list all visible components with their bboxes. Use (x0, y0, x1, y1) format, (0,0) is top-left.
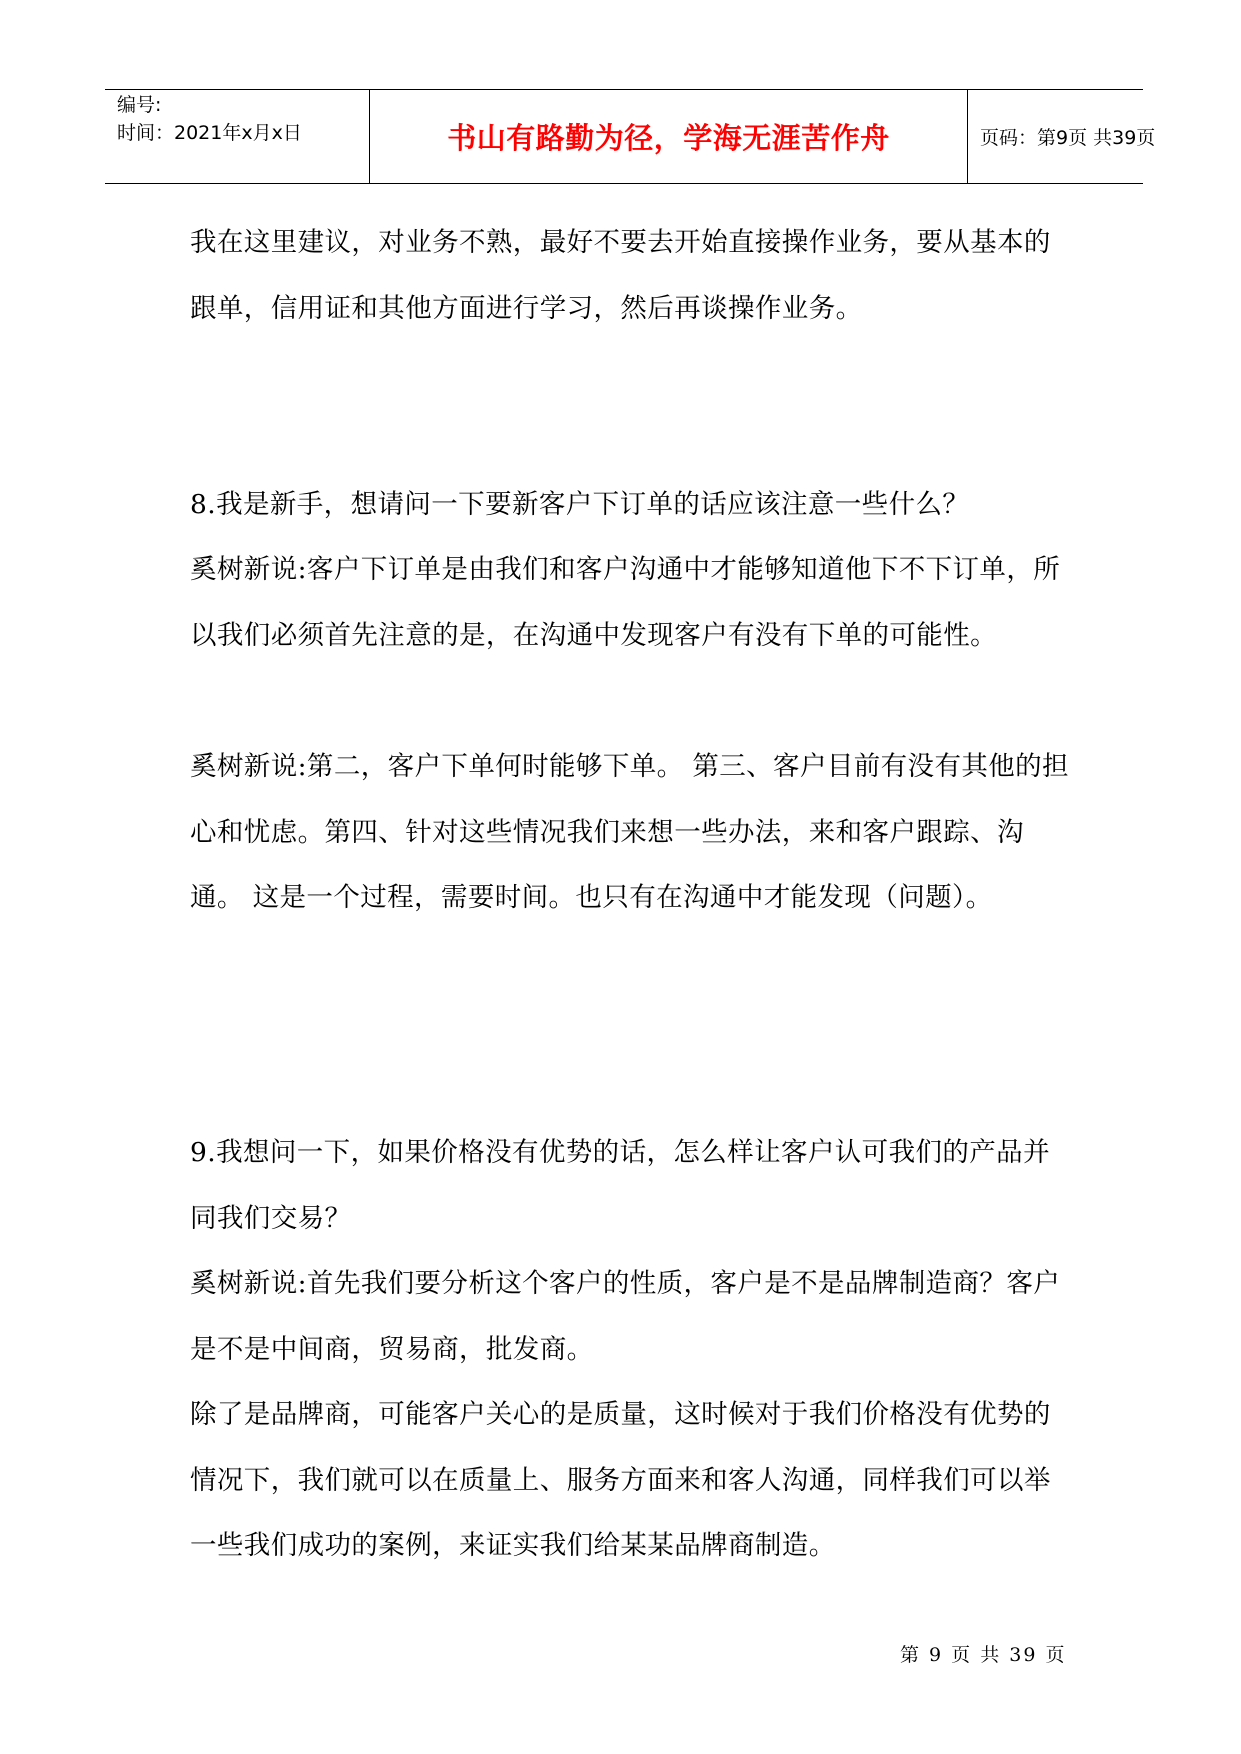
answer-8-part-2: 奚树新说:第二，客户下单何时能够下单。 第三、客户目前有没有其他的担心和忧虑。第四、针对这些情况我们来想一些办法，来和客户跟踪、沟通。 这是一个过程，需要时间。也只有在沟通中才能发现（问题）。 (190, 751, 1069, 913)
document-number-label: 编号: (117, 94, 162, 116)
answer-8-part-1: 奚树新说:客户下订单是由我们和客户沟通中才能够知道他下不下订单，所以我们必须首先注意的是，在沟通中发现客户有没有下单的可能性。 (190, 554, 1061, 651)
document-time-label: 时间：2021年x月x日 (117, 122, 302, 144)
question-9: 9.我想问一下，如果价格没有优势的话，怎么样让客户认可我们的产品并同我们交易？ (190, 1137, 1050, 1234)
question-8: 8.我是新手，想请问一下要新客户下订单的话应该注意一些什么？ (190, 489, 970, 520)
header-page-info: 页码：第9页 共39页 (980, 127, 1156, 149)
document-header (105, 89, 1156, 184)
paragraph-advice: 我在这里建议，对业务不熟，最好不要去开始直接操作业务，要从基本的跟单，信用证和其他方面进行学习，然后再谈操作业务。 (190, 227, 1051, 324)
header-meta-cell (105, 90, 370, 183)
answer-9-part-1: 奚树新说:首先我们要分析这个客户的性质，客户是不是品牌制造商？客户是不是中间商，贸易商，批发商。 (190, 1268, 1061, 1365)
page-footer: 第 9 页 共 39 页 (900, 1644, 1067, 1666)
header-motto: 书山有路勤为径，学海无涯苦作舟 (447, 121, 890, 155)
header-motto-cell (370, 90, 968, 183)
answer-9-part-2: 除了是品牌商，可能客户关心的是质量，这时候对于我们价格没有优势的情况下，我们就可以在质量上、服务方面来和客人沟通，同样我们可以举一些我们成功的案例，来证实我们给某某品牌商制造。 (190, 1399, 1051, 1561)
header-page-cell (968, 90, 1156, 183)
